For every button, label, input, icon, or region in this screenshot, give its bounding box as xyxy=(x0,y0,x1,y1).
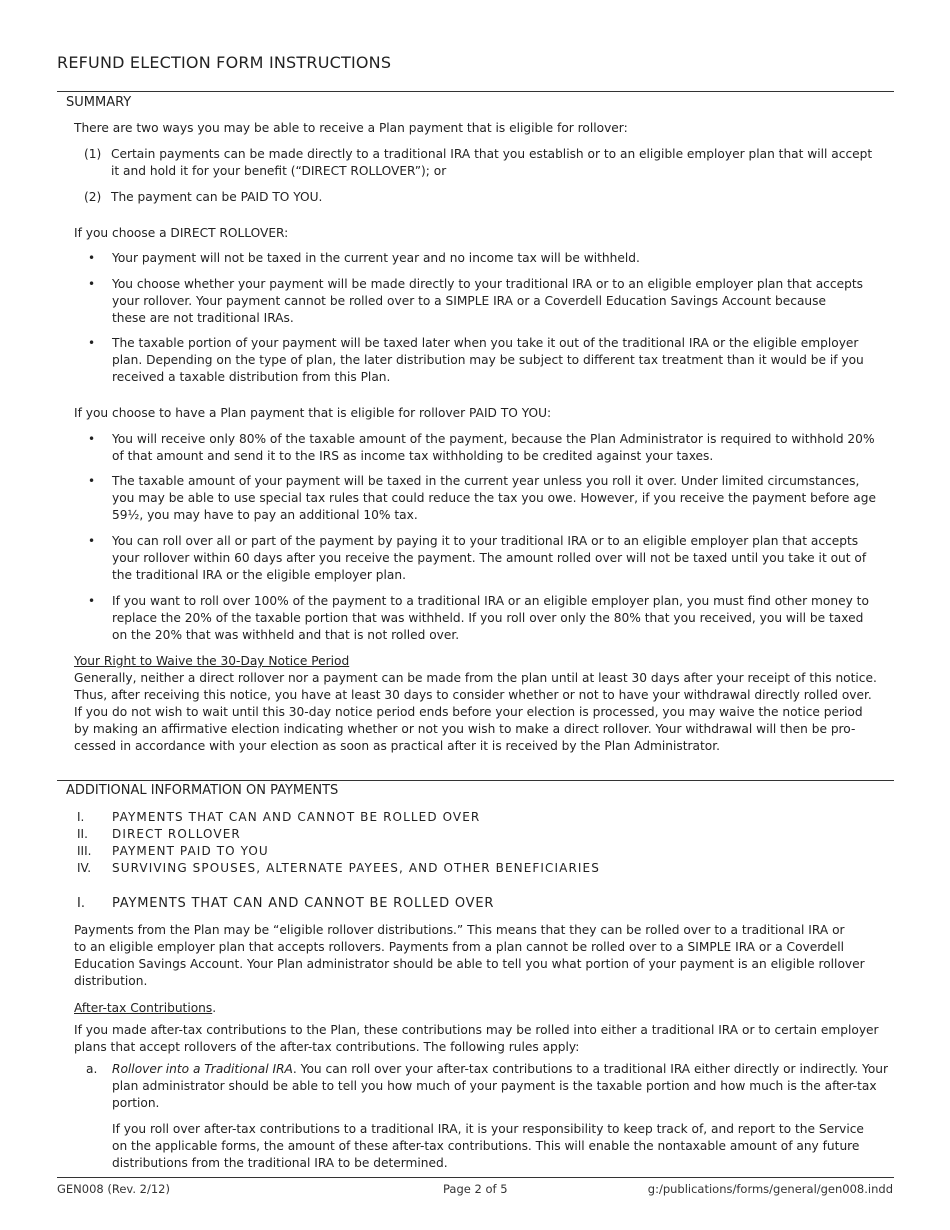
summary-heading: SUMMARY xyxy=(66,95,132,110)
direct-rollover-intro: If you choose a DIRECT ROLLOVER: xyxy=(74,226,289,240)
bullet-text: received a taxable distribution from this Plan. xyxy=(112,370,391,384)
bullet-text: Your payment will not be taxed in the current year and no income tax will be withheld. xyxy=(112,251,640,265)
bullet-text: If you want to roll over 100% of the payment to a traditional IRA or an eligible employer plan, you must find other money to xyxy=(112,594,869,608)
bullet-text: your rollover within 60 days after you receive the payment. The amount rolled over will not be taxed until you take it out of xyxy=(112,551,867,565)
waive-heading: Your Right to Waive the 30-Day Notice Period xyxy=(74,654,350,668)
aftertax-heading: After-tax Contributions. xyxy=(74,1001,217,1015)
toc-number: III. xyxy=(77,844,92,858)
bullet-text: You will receive only 80% of the taxable amount of the payment, because the Plan Administrator is required to withhold 20% xyxy=(112,432,875,446)
paid-to-you-intro: If you choose to have a Plan payment that is eligible for rollover PAID TO YOU: xyxy=(74,406,552,420)
bullet-icon: • xyxy=(88,534,96,548)
item-a-line: portion. xyxy=(112,1096,160,1110)
item-a-paragraph: on the applicable forms, the amount of these after-tax contributions. This will enable the nontaxable amount of any future xyxy=(112,1139,860,1153)
bullet-text: on the 20% that was withheld and that is not rolled over. xyxy=(112,628,460,642)
additional-heading: ADDITIONAL INFORMATION ON PAYMENTS xyxy=(66,783,339,798)
aftertax-text: plans that accept rollovers of the after-tax contributions. The following rules apply: xyxy=(74,1040,580,1054)
toc-item: PAYMENT PAID TO YOU xyxy=(112,844,269,858)
bullet-text: your rollover. Your payment cannot be rolled over to a SIMPLE IRA or a Coverdell Education Savings Account because xyxy=(112,294,826,308)
toc-item: SURVIVING SPOUSES, ALTERNATE PAYEES, AND OTHER BENEFICIARIES xyxy=(112,861,600,875)
bullet-text: you may be able to use special tax rules that could reduce the tax you owe. However, if you receive the payment before age xyxy=(112,491,876,505)
item-a-line: Rollover into a Traditional IRA. You can roll over your after-tax contributions to a traditional IRA either directly or indirectly. Your xyxy=(112,1062,889,1076)
bullet-icon: • xyxy=(88,277,96,291)
bullet-text: of that amount and send it to the IRS as income tax withholding to be credited against your taxes. xyxy=(112,449,714,463)
waive-text: Generally, neither a direct rollover nor a payment can be made from the plan until at least 30 days after your receipt of this notice. xyxy=(74,671,877,685)
item-a-line: plan administrator should be able to tell you how much of your payment is the taxable portion and how much is the after-tax xyxy=(112,1079,877,1093)
toc-number: I. xyxy=(77,810,85,824)
bullet-icon: • xyxy=(88,336,96,350)
waive-text: Thus, after receiving this notice, you have at least 30 days to consider whether or not to have your withdrawal directly rolled over. xyxy=(74,688,872,702)
bullet-icon: • xyxy=(88,474,96,488)
item-a-paragraph: distributions from the traditional IRA to be determined. xyxy=(112,1156,448,1170)
toc-item: PAYMENTS THAT CAN AND CANNOT BE ROLLED OVER xyxy=(112,810,481,824)
bullet-icon: • xyxy=(88,251,96,265)
waive-text: cessed in accordance with your election as soon as practical after it is received by the Plan Administrator. xyxy=(74,739,721,753)
bullet-icon: • xyxy=(88,594,96,608)
footer-divider xyxy=(57,1177,894,1178)
bullet-text: the traditional IRA or the eligible employer plan. xyxy=(112,568,406,582)
page-number: Page 2 of 5 xyxy=(443,1182,508,1196)
bullet-text: replace the 20% of the taxable portion that was withheld. If you roll over only the 80% that you received, you will be taxed xyxy=(112,611,864,625)
option-number: (1) xyxy=(84,147,102,161)
section-divider xyxy=(57,780,894,781)
page-title: REFUND ELECTION FORM INSTRUCTIONS xyxy=(57,53,392,72)
item-label: a. xyxy=(86,1062,98,1076)
form-id: GEN008 (Rev. 2/12) xyxy=(57,1182,170,1196)
bullet-icon: • xyxy=(88,432,96,446)
bullet-text: You can roll over all or part of the payment by paying it to your traditional IRA or to an eligible employer plan that accepts xyxy=(112,534,859,548)
option-number: (2) xyxy=(84,190,102,204)
summary-intro: There are two ways you may be able to receive a Plan payment that is eligible for rollover: xyxy=(74,121,628,135)
option-text: it and hold it for your benefit (“DIRECT ROLLOVER”); or xyxy=(111,164,447,178)
item-a-paragraph: If you roll over after-tax contributions to a traditional IRA, it is your responsibility to keep track of, and report to the Service xyxy=(112,1122,864,1136)
waive-text: If you do not wish to wait until this 30-day notice period ends before your election is processed, you may waive the notice period xyxy=(74,705,863,719)
bullet-text: 59½, you may have to pay an additional 10% tax. xyxy=(112,508,418,522)
section-text: Payments from the Plan may be “eligible rollover distributions.” This means that they can be rolled over to a traditional IRA or xyxy=(74,923,845,937)
toc-number: II. xyxy=(77,827,88,841)
bullet-text: You choose whether your payment will be made directly to your traditional IRA or to an eligible employer plan that accepts xyxy=(112,277,863,291)
aftertax-text: If you made after-tax contributions to the Plan, these contributions may be rolled into either a traditional IRA or to certain employer xyxy=(74,1023,879,1037)
bullet-text: The taxable portion of your payment will be taxed later when you take it out of the traditional IRA or the eligible employer xyxy=(112,336,859,350)
option-text: Certain payments can be made directly to a traditional IRA that you establish or to an eligible employer plan that will accept xyxy=(111,147,873,161)
bullet-text: The taxable amount of your payment will be taxed in the current year unless you roll it over. Under limited circumstances, xyxy=(112,474,860,488)
section-title: PAYMENTS THAT CAN AND CANNOT BE ROLLED OVER xyxy=(112,896,495,911)
option-text: The payment can be PAID TO YOU. xyxy=(111,190,323,204)
section-text: Education Savings Account. Your Plan administrator should be able to tell you what portion of your payment is an eligible rollover xyxy=(74,957,865,971)
title-divider xyxy=(57,91,894,92)
section-text: distribution. xyxy=(74,974,148,988)
toc-item: DIRECT ROLLOVER xyxy=(112,827,241,841)
waive-text: by making an affirmative election indicating whether or not you wish to make a direct rollover. Your withdrawal will then be pro- xyxy=(74,722,856,736)
bullet-text: plan. Depending on the type of plan, the later distribution may be subject to different tax treatment than it would be if you xyxy=(112,353,864,367)
bullet-text: these are not traditional IRAs. xyxy=(112,311,294,325)
section-number: I. xyxy=(77,896,85,911)
file-path: g:/publications/forms/general/gen008.indd xyxy=(647,1182,893,1196)
section-text: to an eligible employer plan that accepts rollovers. Payments from a plan cannot be rolled over to a SIMPLE IRA or a Coverdell xyxy=(74,940,845,954)
toc-number: IV. xyxy=(77,861,92,875)
